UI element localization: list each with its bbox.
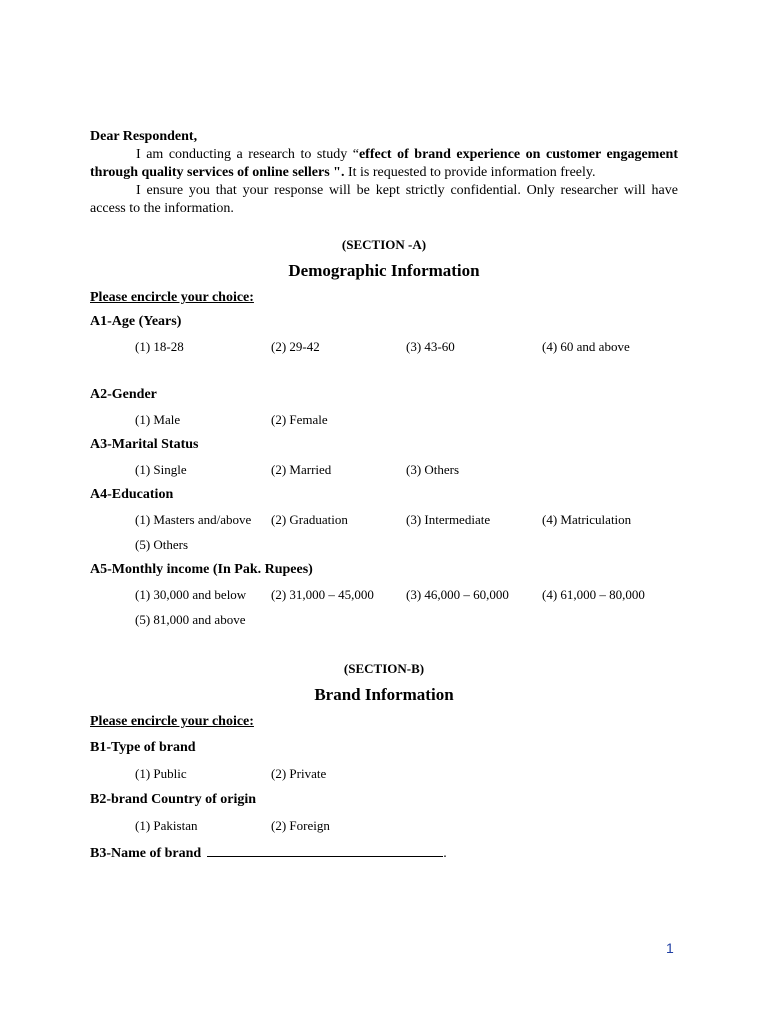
study-title: effect of brand experience on customer engagement through quality services of online sellers ". — [90, 147, 678, 180]
section-b-title: Brand Information — [314, 685, 454, 704]
section-a-instruction: Please encircle your choice: — [90, 290, 254, 305]
question-b2-options — [90, 817, 678, 835]
question-a4-options — [90, 511, 678, 529]
option[interactable]: (3) 46,000 – 60,000 — [406, 587, 509, 602]
question-a3-title: A3-Marital Status — [90, 437, 199, 452]
option[interactable]: (1) Masters and/above — [135, 512, 252, 527]
question-a1-title: A1-Age (Years) — [90, 314, 182, 329]
question-a3-options — [90, 461, 678, 479]
option[interactable]: (1) 18-28 — [135, 339, 184, 354]
question-a2-title: A2-Gender — [90, 387, 157, 402]
option[interactable]: (2) Graduation — [271, 512, 348, 527]
question-a1-options — [90, 338, 678, 356]
option[interactable]: (4) 60 and above — [542, 339, 630, 354]
page-number: 1 — [666, 940, 674, 956]
option[interactable]: (2) Married — [271, 462, 332, 477]
option[interactable]: (1) Male — [135, 412, 181, 427]
option[interactable]: (1) Public — [135, 766, 187, 781]
question-b1-title: B1-Type of brand — [90, 740, 196, 755]
section-a-label: (SECTION -A) — [341, 237, 427, 252]
questionnaire-page — [90, 128, 678, 863]
section-a-title: Demographic Information — [288, 261, 480, 280]
option[interactable]: (1) Pakistan — [135, 818, 198, 833]
section-b-instruction: Please encircle your choice: — [90, 714, 254, 729]
section-b-label: (SECTION-B) — [343, 661, 425, 676]
blank-suffix: . — [443, 846, 447, 861]
option[interactable]: (2) 29-42 — [271, 339, 320, 354]
question-a5-options — [90, 586, 678, 604]
confidentiality-paragraph: I ensure you that your response will be kept strictly confidential. Only researcher will have access to the information. — [90, 183, 678, 216]
option[interactable]: (3) Intermediate — [406, 512, 491, 527]
option[interactable]: (5) Others — [135, 537, 189, 552]
question-a5-options-row2 — [90, 611, 678, 629]
brand-name-blank[interactable] — [207, 843, 443, 857]
option[interactable]: (3) Others — [406, 462, 460, 477]
option[interactable]: (1) 30,000 and below — [135, 587, 247, 602]
salutation: Dear Respondent, — [90, 129, 198, 144]
question-a4-title: A4-Education — [90, 487, 174, 502]
option[interactable]: (2) Female — [271, 412, 328, 427]
question-a5-title: A5-Monthly income (In Pak. Rupees) — [90, 562, 313, 577]
option[interactable]: (4) Matriculation — [542, 512, 632, 527]
intro-paragraph: I am conducting a research to study “effect of brand experience on customer engagement through quality services of online sellers ". It is requested to provide information freely. — [90, 147, 678, 180]
option[interactable]: (4) 61,000 – 80,000 — [542, 587, 645, 602]
question-b2-title: B2-brand Country of origin — [90, 792, 257, 807]
question-b1-options — [90, 765, 678, 783]
option[interactable]: (2) Foreign — [271, 818, 330, 833]
question-a2-options — [90, 411, 678, 429]
option[interactable]: (1) Single — [135, 462, 187, 477]
option[interactable]: (2) 31,000 – 45,000 — [271, 587, 374, 602]
option[interactable]: (5) 81,000 and above — [135, 612, 246, 627]
option[interactable]: (3) 43-60 — [406, 339, 455, 354]
option[interactable]: (2) Private — [271, 766, 327, 781]
question-a4-options-row2 — [90, 536, 678, 554]
question-b3-title: B3-Name of brand — [90, 846, 202, 861]
question-b3-row — [90, 843, 678, 863]
